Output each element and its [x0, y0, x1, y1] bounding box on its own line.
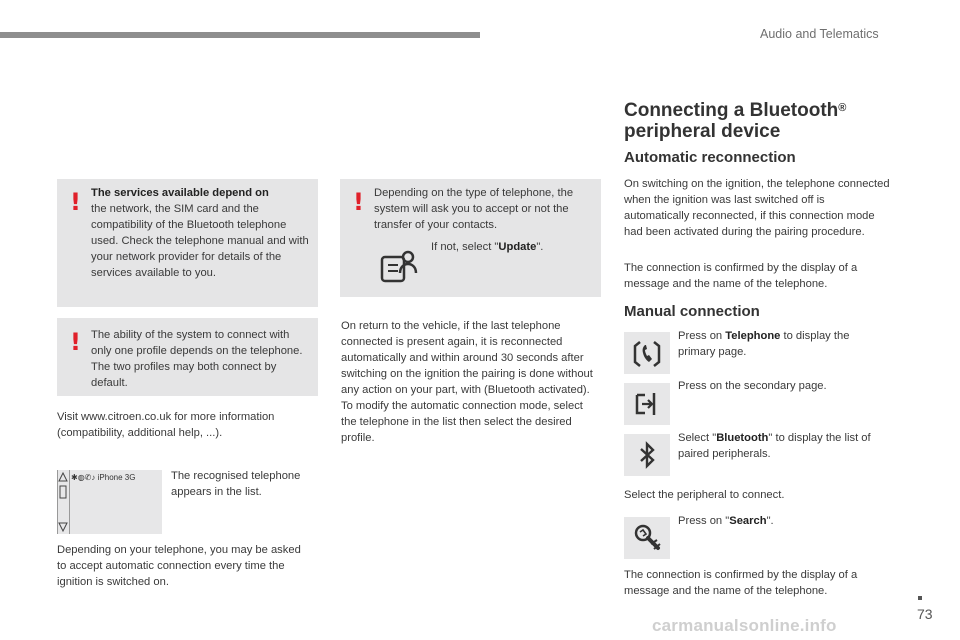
- page-marker: [918, 596, 922, 600]
- watermark: carmanualsonline.info: [652, 616, 837, 635]
- screen-list-item: [71, 473, 135, 482]
- warning-services-text: [91, 185, 313, 281]
- exclamation-icon: !: [70, 328, 81, 356]
- auto-reconnection-text: On switching on the ignition, the telephone connected when the ignition was last switched off is automatically reconnected, if this connection mode had been activated during the pairing procedure.: [624, 178, 890, 238]
- return-body: On return to the vehicle, if the last telephone connected is present again, it is reconnected automatically and within around 30 seconds after switching on the ignition the pairing is done without any action on your part, with (Bluetooth activated).: [341, 320, 593, 396]
- exclamation-icon: !: [353, 188, 364, 216]
- step-search-text: Press on "Search".: [678, 515, 774, 527]
- step-telephone-text: Press on Telephone to display the primary page.: [678, 330, 850, 358]
- heading-manual-connection: Manual connection: [624, 303, 760, 320]
- update-option: Update: [498, 241, 537, 253]
- if-not-text: If not, select "Update".: [431, 241, 544, 253]
- contacts-transfer-icon: [378, 247, 422, 292]
- auto-accept-text: Depending on your telephone, you may be asked to accept automatic connection every time the ignition is switched on.: [57, 544, 301, 588]
- warning-contacts-text: Depending on the type of telephone, the system will ask you to accept or not the transfer of your contacts.: [374, 187, 574, 231]
- search-button[interactable]: [624, 517, 670, 559]
- page-title: Connecting a Bluetooth® peripheral device: [624, 100, 847, 142]
- warning-profile-text: The ability of the system to connect with only one profile depends on the telephone. The two profiles may both connect by default.: [91, 329, 303, 389]
- page-number: 73: [917, 606, 933, 622]
- secondary-page-button[interactable]: [624, 383, 670, 425]
- header-bar: [0, 32, 480, 38]
- warning-services-body: the network, the SIM card and the compatibility of the Bluetooth telephone used. Check the telephone manual and with your network provider for details of the services available to you.: [91, 203, 309, 279]
- return-text: [341, 318, 596, 446]
- bluetooth-button[interactable]: [624, 434, 670, 476]
- heading-auto-reconnection: Automatic reconnection: [624, 149, 796, 166]
- section-title: Audio and Telematics: [760, 27, 879, 41]
- telephone-icon: [632, 338, 662, 368]
- screen-list-label: iPhone 3G: [97, 473, 136, 482]
- modify-body: To modify the automatic connection mode, select the telephone in the list then select the desired profile.: [341, 400, 583, 444]
- recognised-text: The recognised telephone appears in the list.: [171, 470, 301, 498]
- exclamation-icon: !: [70, 188, 81, 216]
- telephone-button[interactable]: [624, 332, 670, 374]
- search-icon: [631, 522, 663, 554]
- screen-scrollbar: [57, 470, 70, 534]
- visit-text: Visit www.citroen.co.uk for more information (compatibility, additional help, ...).: [57, 411, 275, 439]
- auto-confirm-text: The connection is confirmed by the display of a message and the name of the telephone.: [624, 262, 858, 290]
- warning-services-bold: The services available depend on: [91, 187, 269, 199]
- step-secondary-text: Press on the secondary page.: [678, 380, 827, 392]
- step-bluetooth-text: Select "Bluetooth" to display the list of paired peripherals.: [678, 432, 871, 460]
- bluetooth-icon: ✱◍✆♪: [71, 473, 96, 482]
- select-peripheral-text: Select the peripheral to connect.: [624, 489, 785, 501]
- final-confirm-text: The connection is confirmed by the display of a message and the name of the telephone.: [624, 569, 858, 597]
- secondary-page-icon: [632, 389, 662, 419]
- bluetooth-icon: [632, 440, 662, 470]
